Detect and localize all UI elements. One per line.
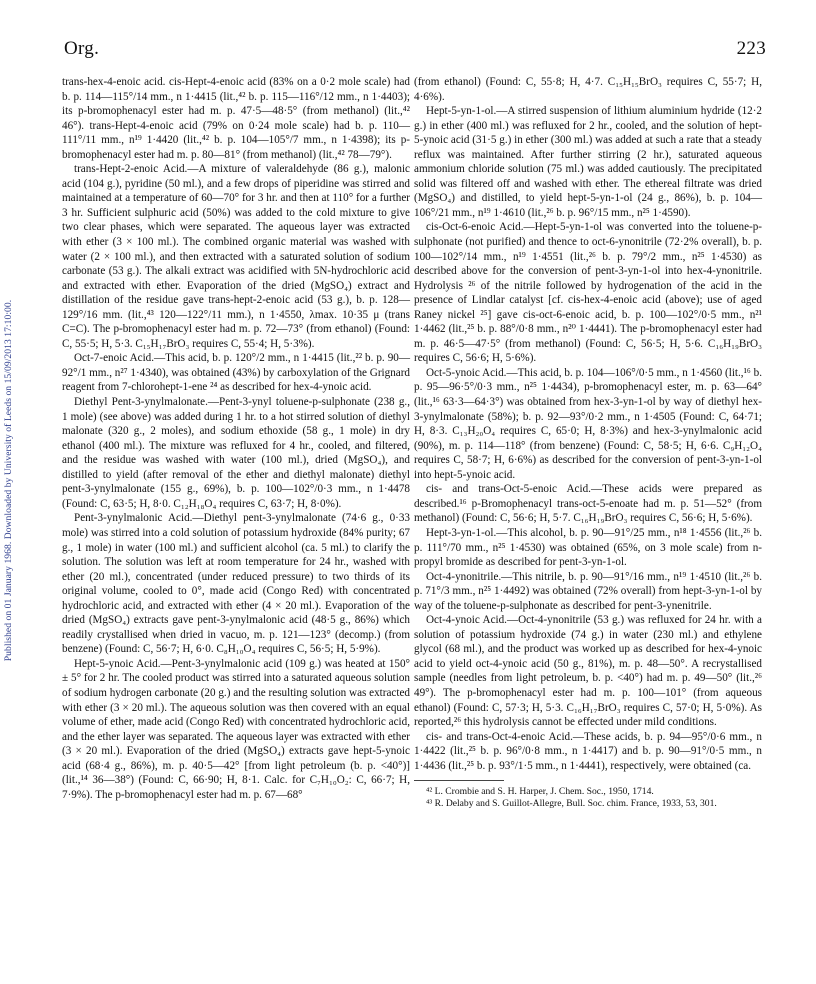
page-number: 223 xyxy=(736,38,766,59)
footnote-divider xyxy=(414,780,504,781)
paragraph: Oct-5-ynoic Acid.—This acid, b. p. 104—106°/0·5 mm., n 1·4560 (lit.,¹⁶ b. p. 95—96·5°/0·3 mm., n²⁵ 1·4434), p-bromophenacyl ester, m. p. 63—64° (lit.,¹⁶ 63·3—64·3°) was obtained from hex-3-yn-1-ol by way of diethyl hex-3-ynylmalonate (58%); b. p. 92—93°/0·2 mm., n 1·4505 (Found: C, 64·71; H, 8·3. C₁₃H₂₀O₄ requires C, 65·0; H, 8·3%) and hex-3-ynylmalonic acid (90%), m. p. 114—118° (from benzene) (Found: C, 58·5; H, 6·6. C₉H₁₂O₄ requires C, 58·7; H, 6·6%) as described for the conversion of pent-3-yn-1-ol into hept-5-ynoic acid. xyxy=(414,366,762,481)
paragraph: cis- and trans-Oct-5-enoic Acid.—These acids were prepared as described.¹⁶ p-Bromophenacyl trans-oct-5-enoate had m. p. 51—52° (from methanol) (Found: C, 56·6; H, 5·7. C₁₆H₁₉BrO₃ requires C, 56·6; H, 5·6%). xyxy=(414,483,762,525)
paragraph: Oct-7-enoic Acid.—This acid, b. p. 120°/2 mm., n 1·4415 (lit.,²² b. p. 90—92°/1 mm., n²⁷ 1·4340), was obtained (43%) by carboxylation of the Grignard reagent from 7-chlorohept-1-ene ²⁴ as described for hex-4-ynoic acid. xyxy=(62,352,410,394)
publication-side-note xyxy=(2,150,16,810)
paragraph: trans-Hept-2-enoic Acid.—A mixture of valeraldehyde (86 g.), malonic acid (104 g.), pyridine (50 ml.), and a few drops of piperidine was stirred and maintained at a temperature of 60—70° for 3 hr. and then at 110° for a further 3 hr. Sufficient sulphuric acid (50%) was added to the cold mixture to give two clear phases, which were separated. The aqueous layer was extracted with ether (3 × 100 ml.). The combined organic material was washed with water (2 × 100 ml.), and then extracted with a saturated solution of sodium carbonate (53 g.). The alkali extract was acidified with 5N-hydrochloric acid and extracted with ether. Evaporation of the dried (MgSO₄) extract and distillation of the residue gave trans-hept-2-enoic acid (53 g.), b. p. 128—129°/16 mm. (lit.,⁴³ 120—122°/11 mm.), n 1·4550, λmax. 10·35 μ (trans C=C). The p-bromophenacyl ester had m. p. 72—73° (from ethanol) (Found: C, 55·5; H, 5·3. C₁₅H₁₇BrO₃ requires C, 55·4; H, 5·3%). xyxy=(62,163,410,350)
left-column xyxy=(62,75,410,802)
paragraph: Hept-5-ynoic Acid.—Pent-3-ynylmalonic acid (109 g.) was heated at 150° ± 5° for 2 hr. The cooled product was stirred into a saturated aqueous solution of sodium hydrogen carbonate (20 g.) and the resulting solution was extracted with ether (3 × 20 ml.). The aqueous solution was then covered with an equal volume of ether, made acid (Congo Red) with concentrated hydrochloric acid, and the ether layer was separated. The aqueous layer was extracted with ether (3 × 20 ml.). Evaporation of the dried (MgSO₄) extracts gave hept-5-ynoic acid (68·4 g., 86%), m. p. 40·5—42° [from light petroleum (b. p. <40°)] (lit.,¹⁴ 36—38°) (Found: C, 66·90; H, 8·1. Calc. for C₇H₁₀O₂: C, 66·7; H, 7·9%). The p-bromophenacyl ester had m. p. 67—68° xyxy=(62,657,410,801)
paragraph: cis- and trans-Oct-4-enoic Acid.—These acids, b. p. 94—95°/0·6 mm., n 1·4422 (lit.,²⁵ b. p. 96°/0·8 mm., n 1·4417) and b. p. 90—91°/0·5 mm., n 1·4436 (lit.,²⁵ b. p. 93°/1·5 mm., n 1·4441), respectively, were obtained (ca. xyxy=(414,730,762,772)
paragraph: Oct-4-ynoic Acid.—Oct-4-ynonitrile (53 g.) was refluxed for 24 hr. with a solution of potassium hydroxide (74 g.) in water (230 ml.) and ethylene glycol (68 ml.), and the product was worked up as described for hex-4-ynoic acid to yield oct-4-ynoic acid (50 g., 81%), m. p. 48—50°. A recrystallised sample (needles from light petroleum, b. p. <40°) had m. p. 49—50° (lit.,²⁶ 49°). The p-bromophenacyl ester had m. p. 100—101° (from aqueous ethanol) (Found: C, 57·3; H, 5·3. C₁₆H₁₇BrO₃ requires C, 57·0; H, 5·0%). As reported,²⁶ this hydrolysis cannot be effected under mild conditions. xyxy=(414,614,762,729)
side-note-text: Published on 01 January 1968. Downloaded by University of Leeds on 15/09/2013 17:10:00. xyxy=(3,299,15,661)
paragraph: Hept-5-yn-1-ol.—A stirred suspension of lithium aluminium hydride (12·2 g.) in ether (400 ml.) was refluxed for 2 hr., cooled, and the solution of hept-5-ynoic acid (31·5 g.) in ether (300 ml.) was added at such a rate that a steady reflux was maintained. After further stirring (2 hr.), saturated aqueous ammonium chloride solution (75 ml.) was added cautiously. The precipitated solid was filtered off and washed with ether. The ethereal filtrate was dried (MgSO₄) and distilled, to yield hept-5-yn-1-ol (24 g., 86%), b. p. 104—106°/21 mm., n¹⁹ 1·4610 (lit.,²⁶ b. p. 96°/15 mm., n²⁵ 1·4590). xyxy=(414,105,762,219)
right-column xyxy=(414,75,762,811)
journal-header: Org. xyxy=(64,38,100,59)
paragraph: Hept-3-yn-1-ol.—This alcohol, b. p. 90—91°/25 mm., n¹⁸ 1·4556 (lit.,²⁶ b. p. 111°/70 mm., n²⁵ 1·4530) was obtained (65%, on 3 mole scale) from n-propyl bromide as described for pent-3-yn-1-ol. xyxy=(414,526,762,569)
paragraph: (from ethanol) (Found: C, 55·8; H, 4·7. C₁₅H₁₅BrO₃ requires C, 55·7; H, 4·6%). xyxy=(414,76,762,103)
paragraph: Oct-4-ynonitrile.—This nitrile, b. p. 90—91°/16 mm., n¹⁹ 1·4510 (lit.,²⁶ b. p. 71°/3 mm., n²⁵ 1·4492) was obtained (72% overall) from hept-3-yn-1-ol by way of the toluene-p-sulphonate as described for pent-3-ynenitrile. xyxy=(414,570,762,612)
paragraph: trans-hex-4-enoic acid. cis-Hept-4-enoic acid (83% on a 0·2 mole scale) had b. p. 114—115°/14 mm., n 1·4415 (lit.,⁴² b. p. 115—116°/12 mm., n 1·4403); its p-bromophenacyl ester had m. p. 47·5—48·5° (from methanol) (lit.,⁴² 46°). trans-Hept-4-enoic acid (79% on 0·24 mole scale) had b. p. 110—111°/11 mm., n¹⁹ 1·4420 (lit.,⁴² b. p. 104—105°/7 mm., n 1·4398); its p-bromophenacyl ester had m. p. 80—81° (from methanol) (lit.,⁴² 78—79°). xyxy=(62,76,410,161)
paragraph: Diethyl Pent-3-ynylmalonate.—Pent-3-ynyl toluene-p-sulphonate (238 g., 1 mole) (see above) was added during 1 hr. to a hot stirred solution of diethyl malonate (320 g., 2 moles), and sodium ethoxide (58 g., 1 mole) in dry ethanol (400 ml.). The mixture was refluxed for 4 hr., cooled, and filtered, and the residue was washed with water (100 ml.), dried (MgSO₄), and distilled to yield (after removal of the ether and diethyl malonate) diethyl pent-3-ynylmalonate (155 g., 69%), b. p. 100—102°/0·3 mm., n 1·4478 (Found: C, 63·5; H, 8·0. C₁₂H₁₈O₄ requires C, 63·7; H, 8·0%). xyxy=(62,396,410,510)
footnote: ⁴² L. Crombie and S. H. Harper, J. Chem. Soc., 1950, 1714. xyxy=(426,786,654,798)
paragraph: cis-Oct-6-enoic Acid.—Hept-5-yn-1-ol was converted into the toluene-p-sulphonate (not purified) and thence to oct-6-ynonitrile (72·2% overall), b. p. 100—102°/14 mm., n¹⁹ 1·4551 (lit.,²⁶ b. p. 79°/2 mm., n²⁵ 1·4530) as described above for the conversion of pent-3-yn-1-ol into hex-4-ynonitrile. Hydrolysis ²⁶ of the nitrile followed by hydrogenation of the acid in the presence of Lindlar catalyst [cf. cis-hex-4-enoic acid (above); use of aged Raney nickel ²⁵] gave cis-oct-6-enoic acid, b. p. 100—102°/0·5 mm., n²¹ 1·4462 (lit.,²⁵ b. p. 88°/0·8 mm., n²⁰ 1·4441). The p-bromophenacyl ester had m. p. 46·5—47·5° (from methanol) (Found: C, 56·5; H, 5·6. C₁₆H₁₉BrO₃ requires C, 56·6; H, 5·6%). xyxy=(414,221,762,365)
footnote: ⁴³ R. Delaby and S. Guillot-Allegre, Bull. Soc. chim. France, 1933, 53, 301. xyxy=(426,798,717,810)
paragraph: Pent-3-ynylmalonic Acid.—Diethyl pent-3-ynylmalonate (74·6 g., 0·33 mole) was stirred into a cold solution of potassium hydroxide (84% purity; 67 g., 1 mole) in water (100 ml.) and sufficient alcohol (ca. 5 ml.) to clarify the solution. The solution was left at room temperature for 24 hr., washed with ether (20 ml.), concentrated (under reduced pressure) to two thirds of its original volume, cooled to 0°, made acid (Congo Red) with concentrated hydrochloric acid, and extracted with ether (4 × 20 ml.). Evaporation of the dried (MgSO₄) extracts gave pent-3-ynylmalonic acid (48·5 g., 86%) which readily crystallised when dried in vacuo, m. p. 121—123° (decomp.) (from benzene) (Found: C, 56·7; H, 6·0. C₈H₁₀O₄ requires C, 56·5; H, 5·9%). xyxy=(62,512,410,656)
